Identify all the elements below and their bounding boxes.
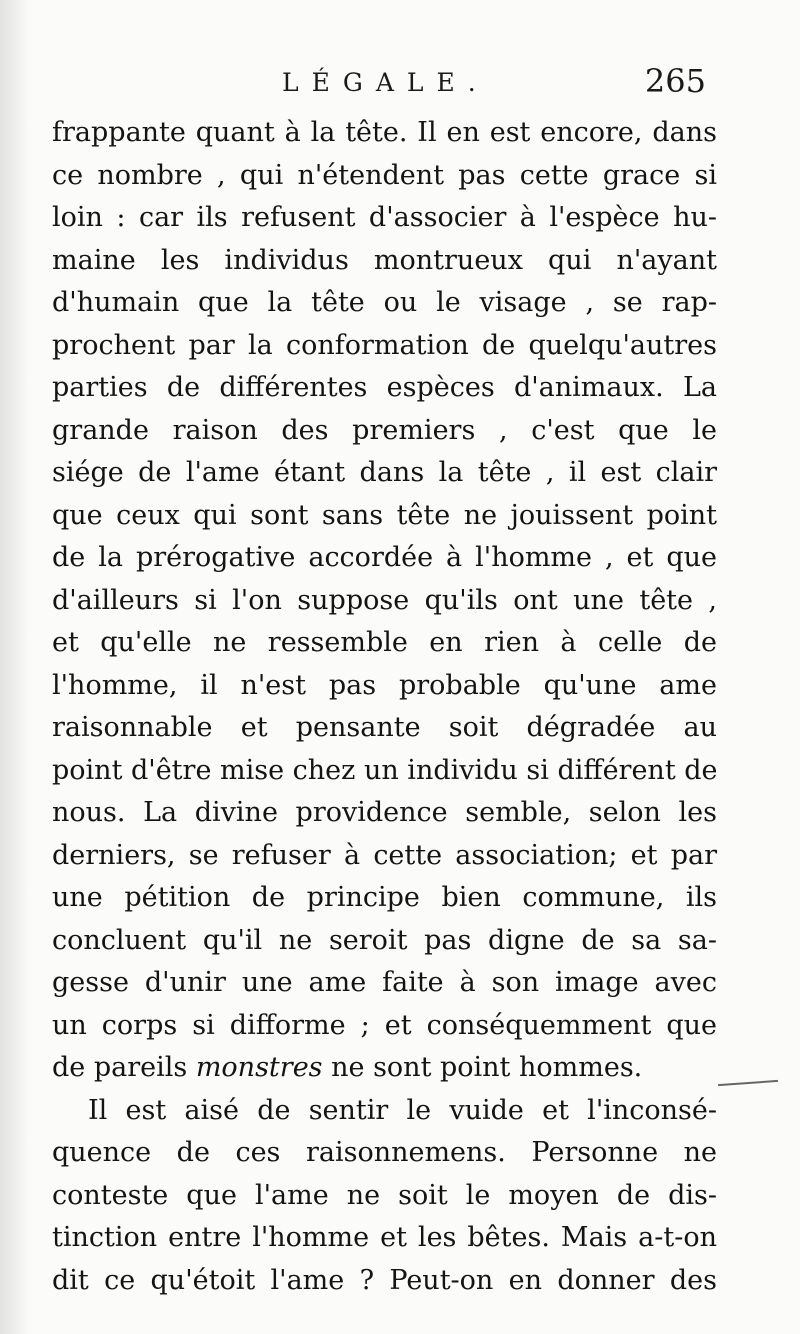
text-line: d'ailleurs si l'on suppose qu'ils ont une tête , [52, 584, 717, 616]
body-text [52, 112, 717, 1302]
text-line: siége de l'ame étant dans la tête , il est clair [52, 457, 717, 488]
text-line: et qu'elle ne ressemble en rien à celle de [52, 627, 717, 658]
page-edge-shadow [0, 0, 30, 1334]
text-line: quence de ces raisonnemens. Personne ne [52, 1137, 717, 1168]
text-line: raisonnable et pensante soit dégradée au [52, 712, 717, 743]
italic-term: monstres [195, 1052, 323, 1083]
text-line: nous. La divine providence semble, selon les [52, 797, 717, 828]
text-line: parties de différentes espèces d'animaux. La [52, 372, 717, 403]
text-span: de pareils [52, 1052, 196, 1083]
text-line: maine les individus montrueux qui n'ayant [52, 244, 717, 276]
text-line: point d'être mise chez un individu si différent de [52, 754, 718, 786]
text-line: Il est aisé de sentir le vuide et l'inconsé- [88, 1094, 717, 1126]
text-line: que ceux qui sont sans tête ne jouissent point [52, 499, 717, 531]
text-line: derniers, se refuser à cette association; et par [52, 839, 717, 871]
text-line: de la prérogative accordée à l'homme , et que [52, 542, 717, 573]
paragraph-1 [52, 112, 717, 1090]
text-line: frappante quant à la tête. Il en est encore, dans [52, 117, 717, 148]
text-line: prochent par la conformation de quelqu'autres [52, 329, 717, 361]
margin-pen-mark [718, 1080, 778, 1086]
page-number: 265 [644, 62, 706, 100]
text-line: loin : car ils refusent d'associer à l'espèce hu- [52, 202, 717, 233]
text-span: ne sont point hommes. [322, 1052, 643, 1083]
text-line: un corps si difforme ; et conséquemment que [52, 1009, 717, 1041]
text-line: conteste que l'ame ne soit le moyen de dis- [52, 1179, 717, 1211]
text-line: grande raison des premiers , c'est que le [52, 414, 717, 446]
text-line: tinction entre l'homme et les bêtes. Mais a-t-on [52, 1222, 717, 1253]
text-line: ce nombre , qui n'étendent pas cette grace si [52, 159, 717, 191]
text-line: d'humain que la tête ou le visage , se rap- [52, 287, 717, 318]
text-line: dit ce qu'étoit l'ame ? Peut-on en donner des [52, 1264, 717, 1296]
page-header [0, 62, 800, 108]
text-line: une pétition de principe bien commune, ils [52, 882, 717, 913]
paragraph-2 [52, 1090, 717, 1303]
text-line-final [52, 1047, 717, 1090]
text-line: concluent qu'il ne seroit pas digne de sa sa- [52, 924, 717, 956]
text-line: l'homme, il n'est pas probable qu'une ame [52, 669, 717, 701]
running-head: LÉGALE. [282, 68, 489, 97]
text-line: gesse d'unir une ame faite à son image avec [52, 967, 717, 998]
